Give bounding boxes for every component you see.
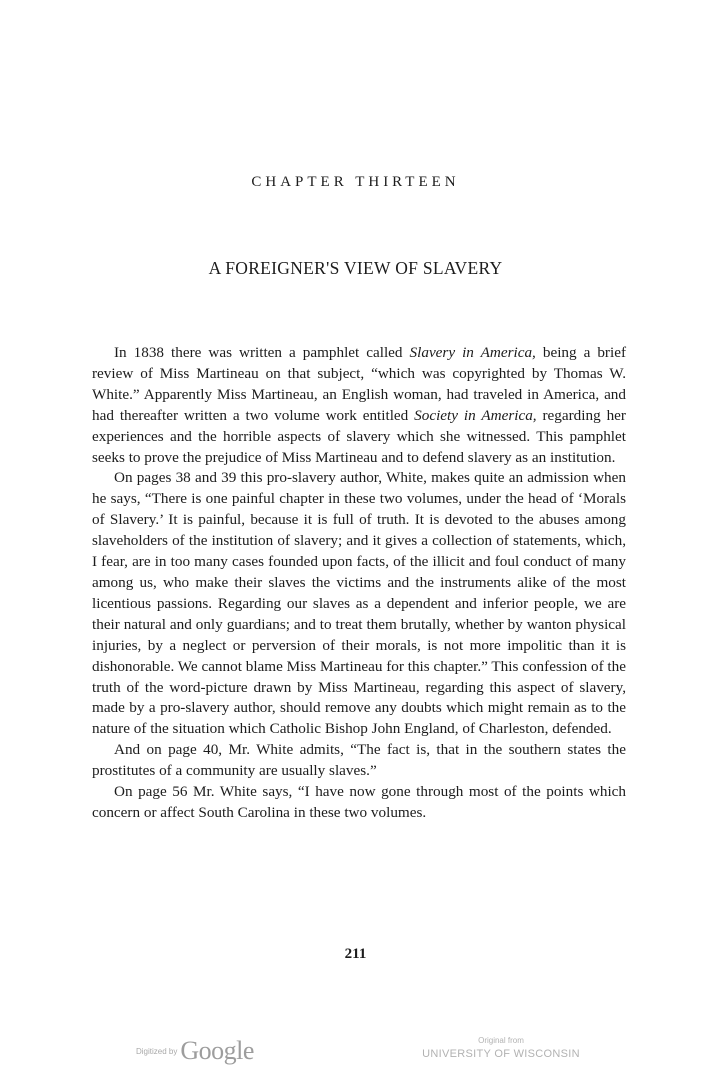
text-segment: regarding her experiences and the horrible aspects of slavery which she witnessed. This pamphlet seeks to prove the prejudice of Miss Martineau and to defend slavery as an institution.: [92, 406, 626, 466]
book-title-italic: Slavery in America,: [409, 344, 536, 361]
paragraph: [92, 343, 626, 468]
original-from-label: Original from: [478, 1036, 524, 1045]
body-text: [92, 343, 626, 824]
text-segment: On pages 38 and 39 this pro-slavery author, White, makes quite an admission when he says, “There is one painful chapter in these two volumes, under the head of ‘Morals of Slavery.’ It is painful, because it is full of truth. It is devoted to the abuses among slaveholders of the institution of slavery; and it gives a collection of statements, which, I fear, are in too many cases founded upon facts, of the illicit and foul conduct of many among us, who make their slaves the victims and the instruments alike of the most licentious passions. Regarding our slaves as a dependent and inferior people, we are their natural and only guardians; and to treat them brutally, whether by wanton physical injuries, by a neglect or perversion of their morals, is not more impolitic than it is dishonorable. We cannot blame Miss Martineau for this chapter.” This confession of the truth of the word-picture drawn by Miss Martineau, regarding this aspect of slavery, made by a pro-slavery author, should remove any doubts which might remain as to the nature of the situation which Catholic Bishop John England, of Charleston, defended.: [92, 469, 626, 738]
paragraph: [92, 740, 626, 782]
book-title-italic: Society in America,: [414, 406, 537, 424]
page-number: 211: [344, 946, 367, 962]
text-segment: On page 56 Mr. White says, “I have now gone through most of the points which concern or affect South Carolina in these two volumes.: [92, 783, 626, 821]
text-segment: In 1838 there was written a pamphlet called: [114, 344, 410, 361]
text-segment: being a brief review of Miss Martineau on that subject, “which was copyrighted by Thomas W. White.” Apparently Miss Martineau, an English woman, had traveled in America, and had thereafter written a two volume work entitled: [92, 344, 627, 424]
google-logo: Google: [180, 1036, 254, 1065]
digitized-by-label: Digitized by: [136, 1046, 178, 1056]
original-from-watermark: [416, 1036, 586, 1062]
paragraph: [92, 782, 626, 824]
institution-name: UNIVERSITY OF WISCONSIN: [422, 1048, 580, 1060]
digitized-by-watermark: [136, 1036, 254, 1066]
paragraph: [92, 468, 626, 740]
text-segment: And on page 40, Mr. White admits, “The fact is, that in the southern states the prostitutes of a community are usually slaves.”: [92, 741, 626, 780]
chapter-title: A FOREIGNER'S VIEW OF SLAVERY: [208, 258, 503, 278]
chapter-label: CHAPTER THIRTEEN: [251, 174, 460, 190]
